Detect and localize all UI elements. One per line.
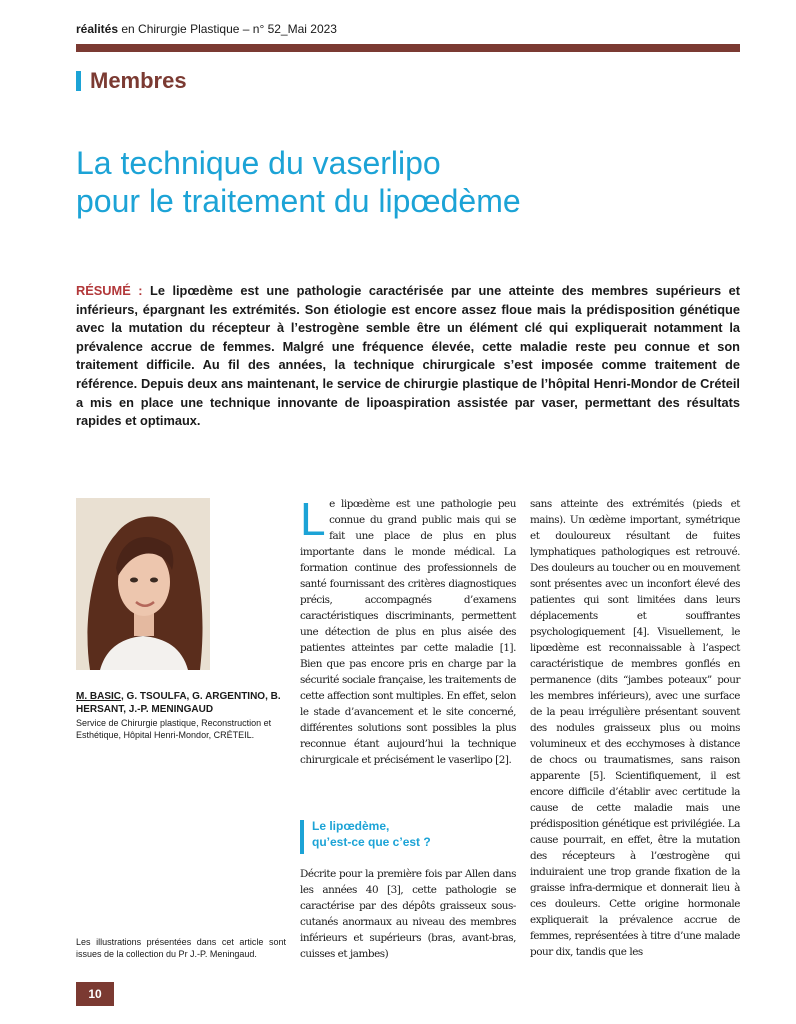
- journal-brand: réalités: [76, 22, 119, 36]
- abstract: [76, 282, 740, 431]
- section-tag: [76, 68, 187, 94]
- subheading-text: [312, 818, 431, 854]
- drop-cap: L: [300, 493, 326, 545]
- definition-paragraph: Décrite pour la première fois par Allen dans les années 40 [3], cette pathologie se caractérise par des dépôts graisseux sous-cutanés anormaux au niveau des membres inférieurs et supérieurs (bras, avant-bras, cuisses et jambes): [300, 868, 516, 960]
- author-affiliation: Service de Chirurgie plastique, Reconstruction et Esthétique, Hôpital Henri-Mondor, CRÉTEIL.: [76, 718, 272, 740]
- author-names: [76, 690, 286, 716]
- intro-paragraph: [300, 493, 516, 768]
- page-number: 10: [76, 982, 114, 1006]
- journal-issue: en Chirurgie Plastique – n° 52_Mai 2023: [118, 22, 337, 36]
- body-column-2: [530, 496, 740, 960]
- subheading: [300, 818, 431, 854]
- illustration-credit: Les illustrations présentées dans cet article sont issues de la collection du Pr J.-P. Meningaud.: [76, 937, 286, 959]
- running-header: [76, 22, 337, 36]
- lead-author: M. BASIC: [76, 691, 121, 702]
- body-column-1: [300, 493, 516, 768]
- co-authors: , G. TSOULFA, G. ARGENTINO, B. HERSANT, J.-P. MENINGAUD: [76, 691, 281, 715]
- abstract-lead: RÉSUMÉ :: [76, 283, 143, 298]
- article-title: [76, 144, 716, 220]
- subheading-line-1: Le lipœdème,: [312, 819, 390, 833]
- title-line-2: pour le traitement du lipœdème: [76, 183, 521, 219]
- author-portrait-image: [76, 498, 210, 670]
- abstract-text: Le lipœdème est une pathologie caractérisée par une atteinte des membres supérieurs et inférieurs, épargnant les extrémités. Son étiologie est encore assez floue mais la prédisposition génétique avec la mutation du récepteur à l’estrogène semble être un élément clé qui expliquerait notamment la prévalence accrue de femmes. Malgré une fréquence élevée, cette maladie reste peu connue et son traitement difficile. Au fil des années, la technique chirurgicale s’est imposée comme traitement de référence. Depuis deux ans maintenant, le service de chirurgie plastique de l’hôpital Henri-Mondor de Créteil a mis en place une technique innovante de lipoaspiration assistée par vaser, permettant des résultats rapides et optimaux.: [76, 283, 740, 429]
- subheading-marker: [300, 820, 304, 854]
- title-line-1: La technique du vaserlipo: [76, 145, 441, 181]
- section-label: Membres: [90, 68, 187, 93]
- author-block: [76, 690, 286, 741]
- section-marker: [76, 71, 81, 91]
- author-photo: [76, 498, 210, 670]
- subheading-line-2: qu’est-ce que c’est ?: [312, 835, 431, 849]
- intro-text: e lipœdème est une pathologie peu connue du grand public mais qui se fait une place de plus en plus importante dans le monde médical. La formation continue des professionnels de santé fournissant des critères diagnostiques précis, accompagnés d’examens caractéristiques discriminants, permettent une détection de plus en plus aisée des patientes atteintes par cette maladie [1]. Bien que pas encore pris en charge par la sécurité sociale française, les traitements de cette affection sont multiples. En effet, selon le stade d’avancement et le site concerné, différentes solutions sont possibles la plus reconnue étant aujourd’hui la technique chirurgicale et précisément le vaserlipo [2].: [300, 498, 516, 766]
- header-rule: [76, 44, 740, 52]
- body-column-1-lower: [300, 866, 516, 962]
- symptoms-paragraph: sans atteinte des extrémités (pieds et mains). Un œdème important, symétrique et douloureux résultant de fuites lymphatiques pathologiques est retrouvé. Des douleurs au toucher ou en mouvement sont présentes avec un inconfort élevé des patientes qui sont limitées dans leurs déplacements et souffrantes psychologiquement [4]. Visuellement, le lipœdème est reconnaissable à l’aspect caractéristique de membres gonflés en permanence (dits “jambes poteaux” pour les membres inférieurs), avec une surface de la peau irrégulière présentant souvent des nodules graisseux plus ou moins volumineux et des ecchymoses à distance de chocs ou traumatismes, sans raison apparente [5]. Scientifiquement, il est encore difficile d’établir avec certitude la cause de cette maladie mais une prédisposition génétique est privilégiée. La cause pourrait, en effet, être la mutation des récepteurs à l’œstrogène qui induiraient une trop grande fixation de la graisse infra-dermique et donnerait lieu à ces douleurs. Cette origine hormonale expliquerait la prévalence accrue de femmes, représentées à titre d’une malade pour dix, tandis que les: [530, 498, 740, 958]
